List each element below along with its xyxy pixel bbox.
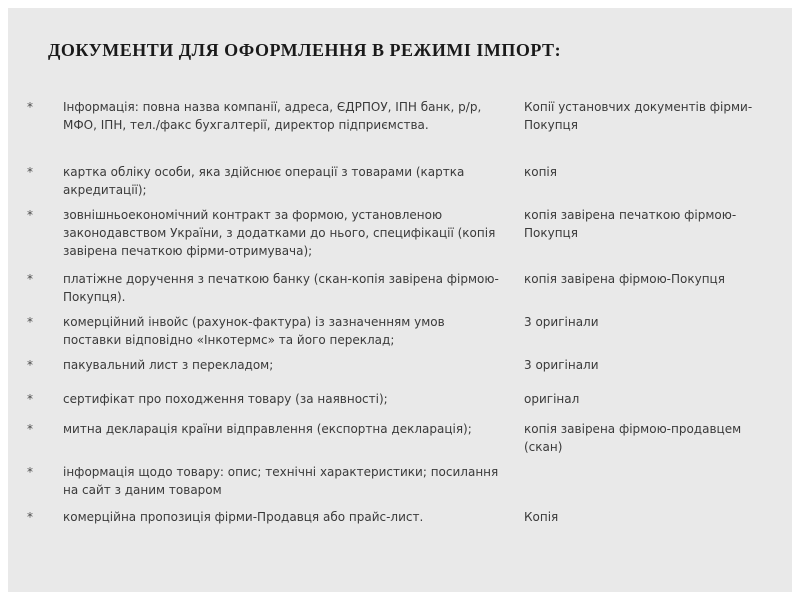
document-name: комерційна пропозиція фірми-Продавця або прайс-лист. bbox=[63, 510, 424, 524]
document-form: копія bbox=[524, 165, 557, 179]
bullet-icon: * bbox=[27, 208, 33, 222]
document-form: копія завірена фірмою-Покупця bbox=[524, 272, 725, 286]
bullet-icon: * bbox=[27, 392, 33, 406]
bullet-icon: * bbox=[27, 272, 33, 286]
document-form: Копії установчих документів фірми-Покупця bbox=[524, 100, 753, 132]
document-name: Інформація: повна назва компанії, адреса, ЄДРПОУ, ІПН банк, р/р, МФО, ІПН, тел./факс бухгалтерії, директор підприємства. bbox=[63, 100, 482, 132]
document-name: митна декларація країни відправлення (експортна декларація); bbox=[63, 422, 472, 436]
document-name: зовнішньоекономічний контракт за формою, установленою законодавством України, з додатками до нього, специфікації (копія завірена печаткою фірми-отримувача); bbox=[63, 208, 496, 258]
bullet-icon: * bbox=[27, 100, 33, 114]
document-form: копія завірена печаткою фірмою-Покупця bbox=[524, 208, 737, 240]
bullet-icon: * bbox=[27, 422, 33, 436]
document-form: 3 оригінали bbox=[524, 315, 599, 329]
bullet-icon: * bbox=[27, 315, 33, 329]
document-name: платіжне доручення з печаткою банку (скан-копія завірена фірмою-Покупця). bbox=[63, 272, 499, 304]
document-form: 3 оригінали bbox=[524, 358, 599, 372]
document-name: сертифікат про походження товару (за наявності); bbox=[63, 392, 388, 406]
page-title: ДОКУМЕНТИ ДЛЯ ОФОРМЛЕННЯ В РЕЖИМІ ІМПОРТ: bbox=[48, 40, 562, 60]
bullet-icon: * bbox=[27, 165, 33, 179]
document-form: оригінал bbox=[524, 392, 580, 406]
document-name: комерційний інвойс (рахунок-фактура) із зазначенням умов поставки відповідно «Інкотермс» та його переклад; bbox=[63, 315, 445, 347]
document-form: Копія bbox=[524, 510, 559, 524]
bullet-icon: * bbox=[27, 358, 33, 372]
bullet-icon: * bbox=[27, 510, 33, 524]
document-name: картка обліку особи, яка здійснює операції з товарами (картка акредитації); bbox=[63, 165, 465, 197]
bullet-icon: * bbox=[27, 465, 33, 479]
document-name: пакувальний лист з перекладом; bbox=[63, 358, 274, 372]
document-name: інформація щодо товару: опис; технічні характеристики; посилання на сайт з даним товаром bbox=[63, 465, 499, 497]
document-form: копія завірена фірмою-продавцем (скан) bbox=[524, 422, 742, 454]
